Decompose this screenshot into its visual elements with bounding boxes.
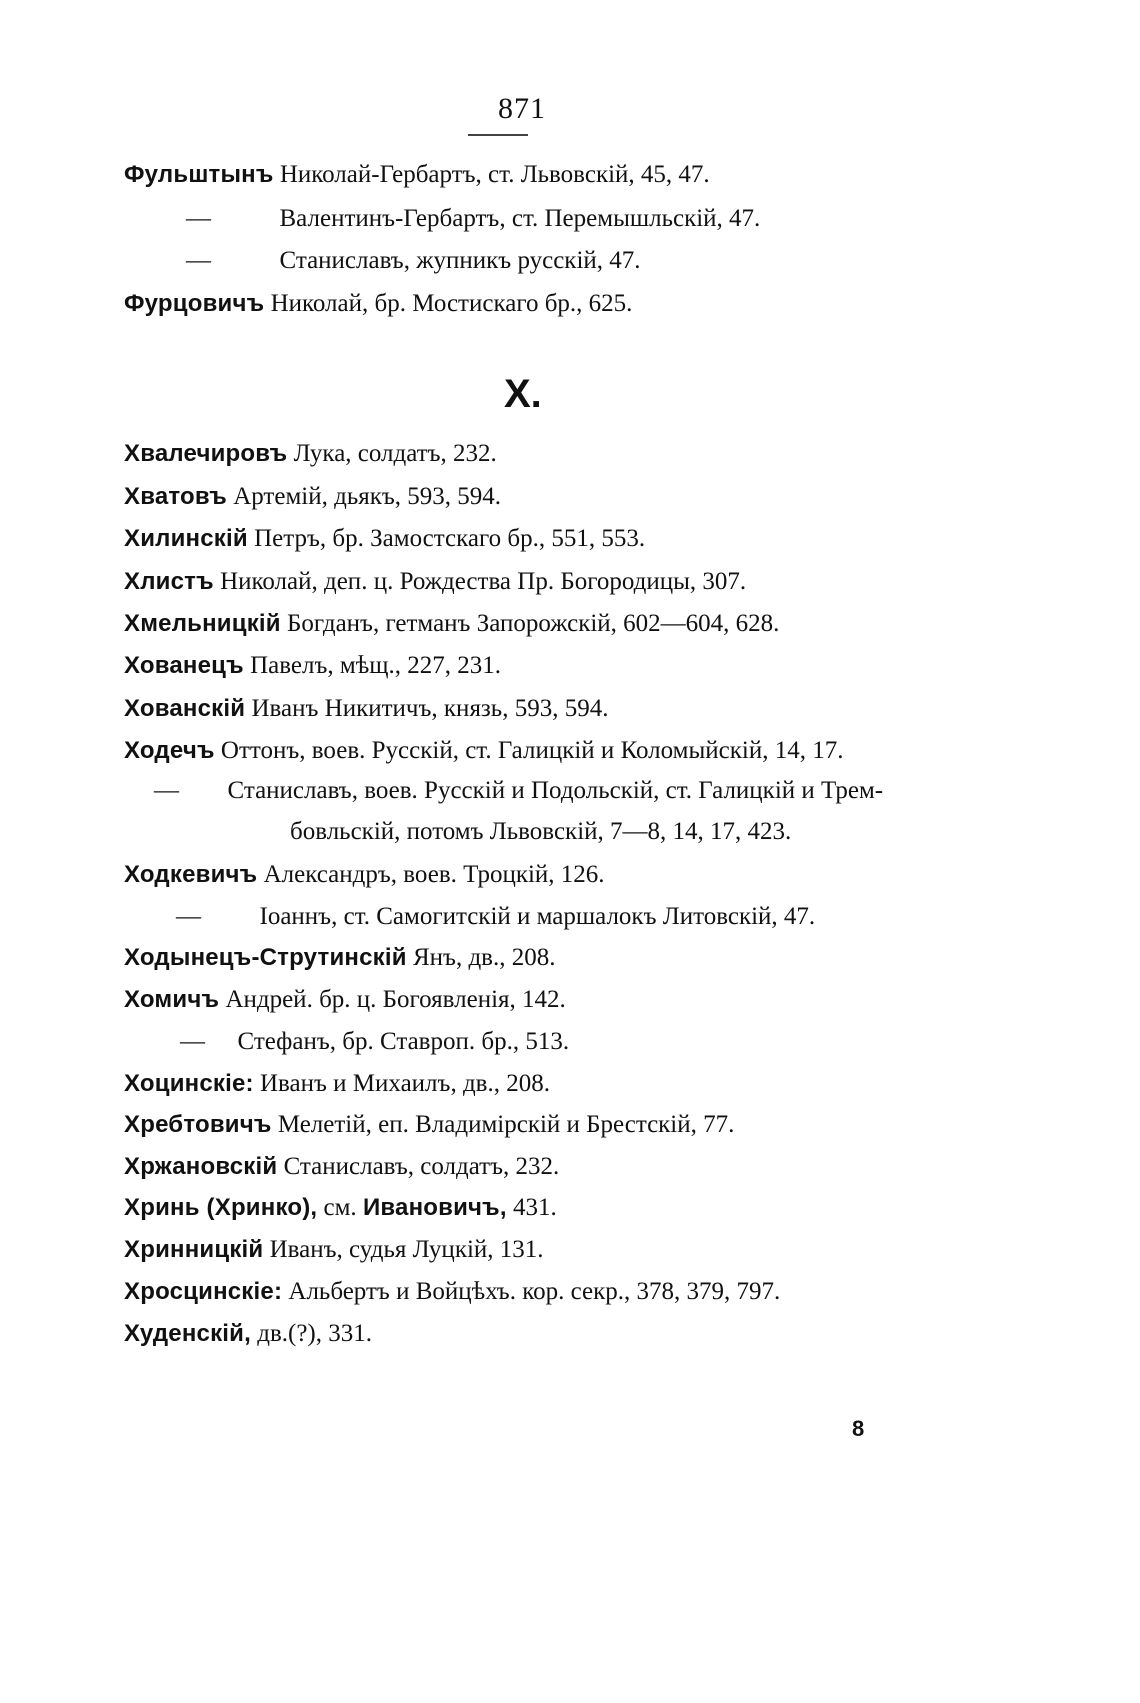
index-entry [124,607,779,641]
index-entry [186,244,641,278]
entry-headword: Хребтовичъ [124,1111,272,1138]
index-entry [154,774,883,808]
entry-dash: — [180,1028,205,1055]
index-entry [124,1108,734,1142]
index-entry [124,692,608,726]
index-entry [124,287,632,321]
index-entry [124,858,605,892]
entry-headword: Хринницкій [124,1236,264,1263]
entry-headword: Худенскій, [124,1320,251,1347]
entry-headword: Ходкевичъ [124,861,258,888]
entry-text: Николай-Гербартъ, ст. Львовскій, 45, 47. [279,161,710,188]
entry-headword: Хвалечировъ [124,440,288,467]
entry-headword: Фульштынъ [124,161,274,188]
entry-headword: Хоцинскіе: [124,1070,254,1097]
entry-text: Станиславъ, воев. Русскій и Подольскій, ст. Галицкій и Трем- [227,777,884,804]
entry-text: Альбертъ и Войцѣхъ. кор. секр., 378, 379, 797. [288,1278,781,1305]
entry-text: Оттонъ, воев. Русскій, ст. Галицкій и Коломыйскій, 14, 17. [220,737,844,764]
index-entry [124,158,710,192]
entry-headword: Хлистъ [124,568,214,595]
entry-dash: — [186,205,211,232]
entry-headword: Ходынецъ-Струтинскій [124,944,407,971]
index-entry [124,565,746,599]
index-entry [124,1275,780,1309]
entry-text: Богданъ, гетманъ Запорожскій, 602—604, 628. [287,610,780,637]
entry-text: дв.(?), 331. [257,1320,372,1347]
entry-text: бовльскій, потомъ Львовскій, 7—8, 14, 17, 423. [290,818,792,845]
entry-text: Николай, бр. Мостискаго бр., 625. [270,290,633,317]
entry-text: Александръ, воев. Троцкій, 126. [263,861,605,888]
index-entry [124,522,645,556]
entry-text: Валентинъ-Гербартъ, ст. Перемышльскій, 47. [279,205,761,232]
entry-text: Иванъ Никитичъ, князь, 593, 594. [251,695,609,722]
entry-headword: Хржановскій [124,1153,278,1180]
index-entry [176,900,815,934]
entry-text: 431. [512,1194,557,1221]
entry-headword: Хринь (Хринко), [124,1194,318,1221]
entry-text: Станиславъ, жупникъ русскій, 47. [279,247,641,274]
entry-dash: — [154,777,179,804]
signature-mark: 8 [852,1416,865,1441]
entry-headword: Ходечъ [124,737,215,764]
entry-headword: Хросцинскіе: [124,1278,283,1305]
entry-text: Станиславъ, солдатъ, 232. [283,1153,560,1180]
index-entry [124,1067,550,1101]
entry-text: Лука, солдатъ, 232. [293,440,497,467]
entry-headword: Хованскій [124,695,246,722]
index-entry [180,1025,569,1059]
entry-text: Артемій, дьякъ, 593, 594. [233,483,502,510]
entry-text: Иванъ и Михаилъ, дв., 208. [259,1070,550,1097]
entry-text: Иванъ, судья Луцкій, 131. [269,1236,544,1263]
entry-text: Іоаннъ, ст. Самогитскій и маршалокъ Литовскій, 47. [259,903,816,930]
entry-crossref-headword: Ивановичъ, [362,1194,507,1221]
entry-text: Петръ, бр. Замостскаго бр., 551, 553. [254,525,646,552]
index-entry [124,480,501,514]
entry-headword: Хватовъ [124,483,227,510]
entry-headword: Хмельницкій [124,610,281,637]
entry-text: Стефанъ, бр. Ставроп. бр., 513. [237,1028,570,1055]
entry-text: Павелъ, мѣщ., 227, 231. [250,652,502,679]
entry-headword: Хомичъ [124,986,220,1013]
index-entry [124,941,555,975]
index-entry [124,983,566,1017]
index-entry [186,202,760,236]
index-entry [124,1317,372,1351]
entry-headword: Хованецъ [124,652,244,679]
section-letter: Х. [504,372,542,416]
entry-text: Андрей. бр. ц. Богоявленія, 142. [225,986,566,1013]
entry-text: Мелетій, еп. Владимірскій и Брестскій, 77. [277,1111,735,1138]
entry-dash: — [176,903,201,930]
entry-headword: Фурцовичъ [124,290,265,317]
index-entry [124,1150,559,1184]
page-number-rule [468,134,528,136]
page-number: 871 [498,92,546,125]
index-entry [124,1233,544,1267]
index-entry [124,734,843,768]
entry-text: Янъ, дв., 208. [412,944,556,971]
index-entry [124,437,497,471]
index-entry [124,649,501,683]
entry-headword: Хилинскій [124,525,248,552]
entry-text: см. [323,1194,357,1221]
entry-text: Николай, деп. ц. Рождества Пр. Богородицы, 307. [220,568,747,595]
index-entry [124,1191,557,1225]
index-entry-continuation [290,815,791,849]
entry-dash: — [186,247,211,274]
